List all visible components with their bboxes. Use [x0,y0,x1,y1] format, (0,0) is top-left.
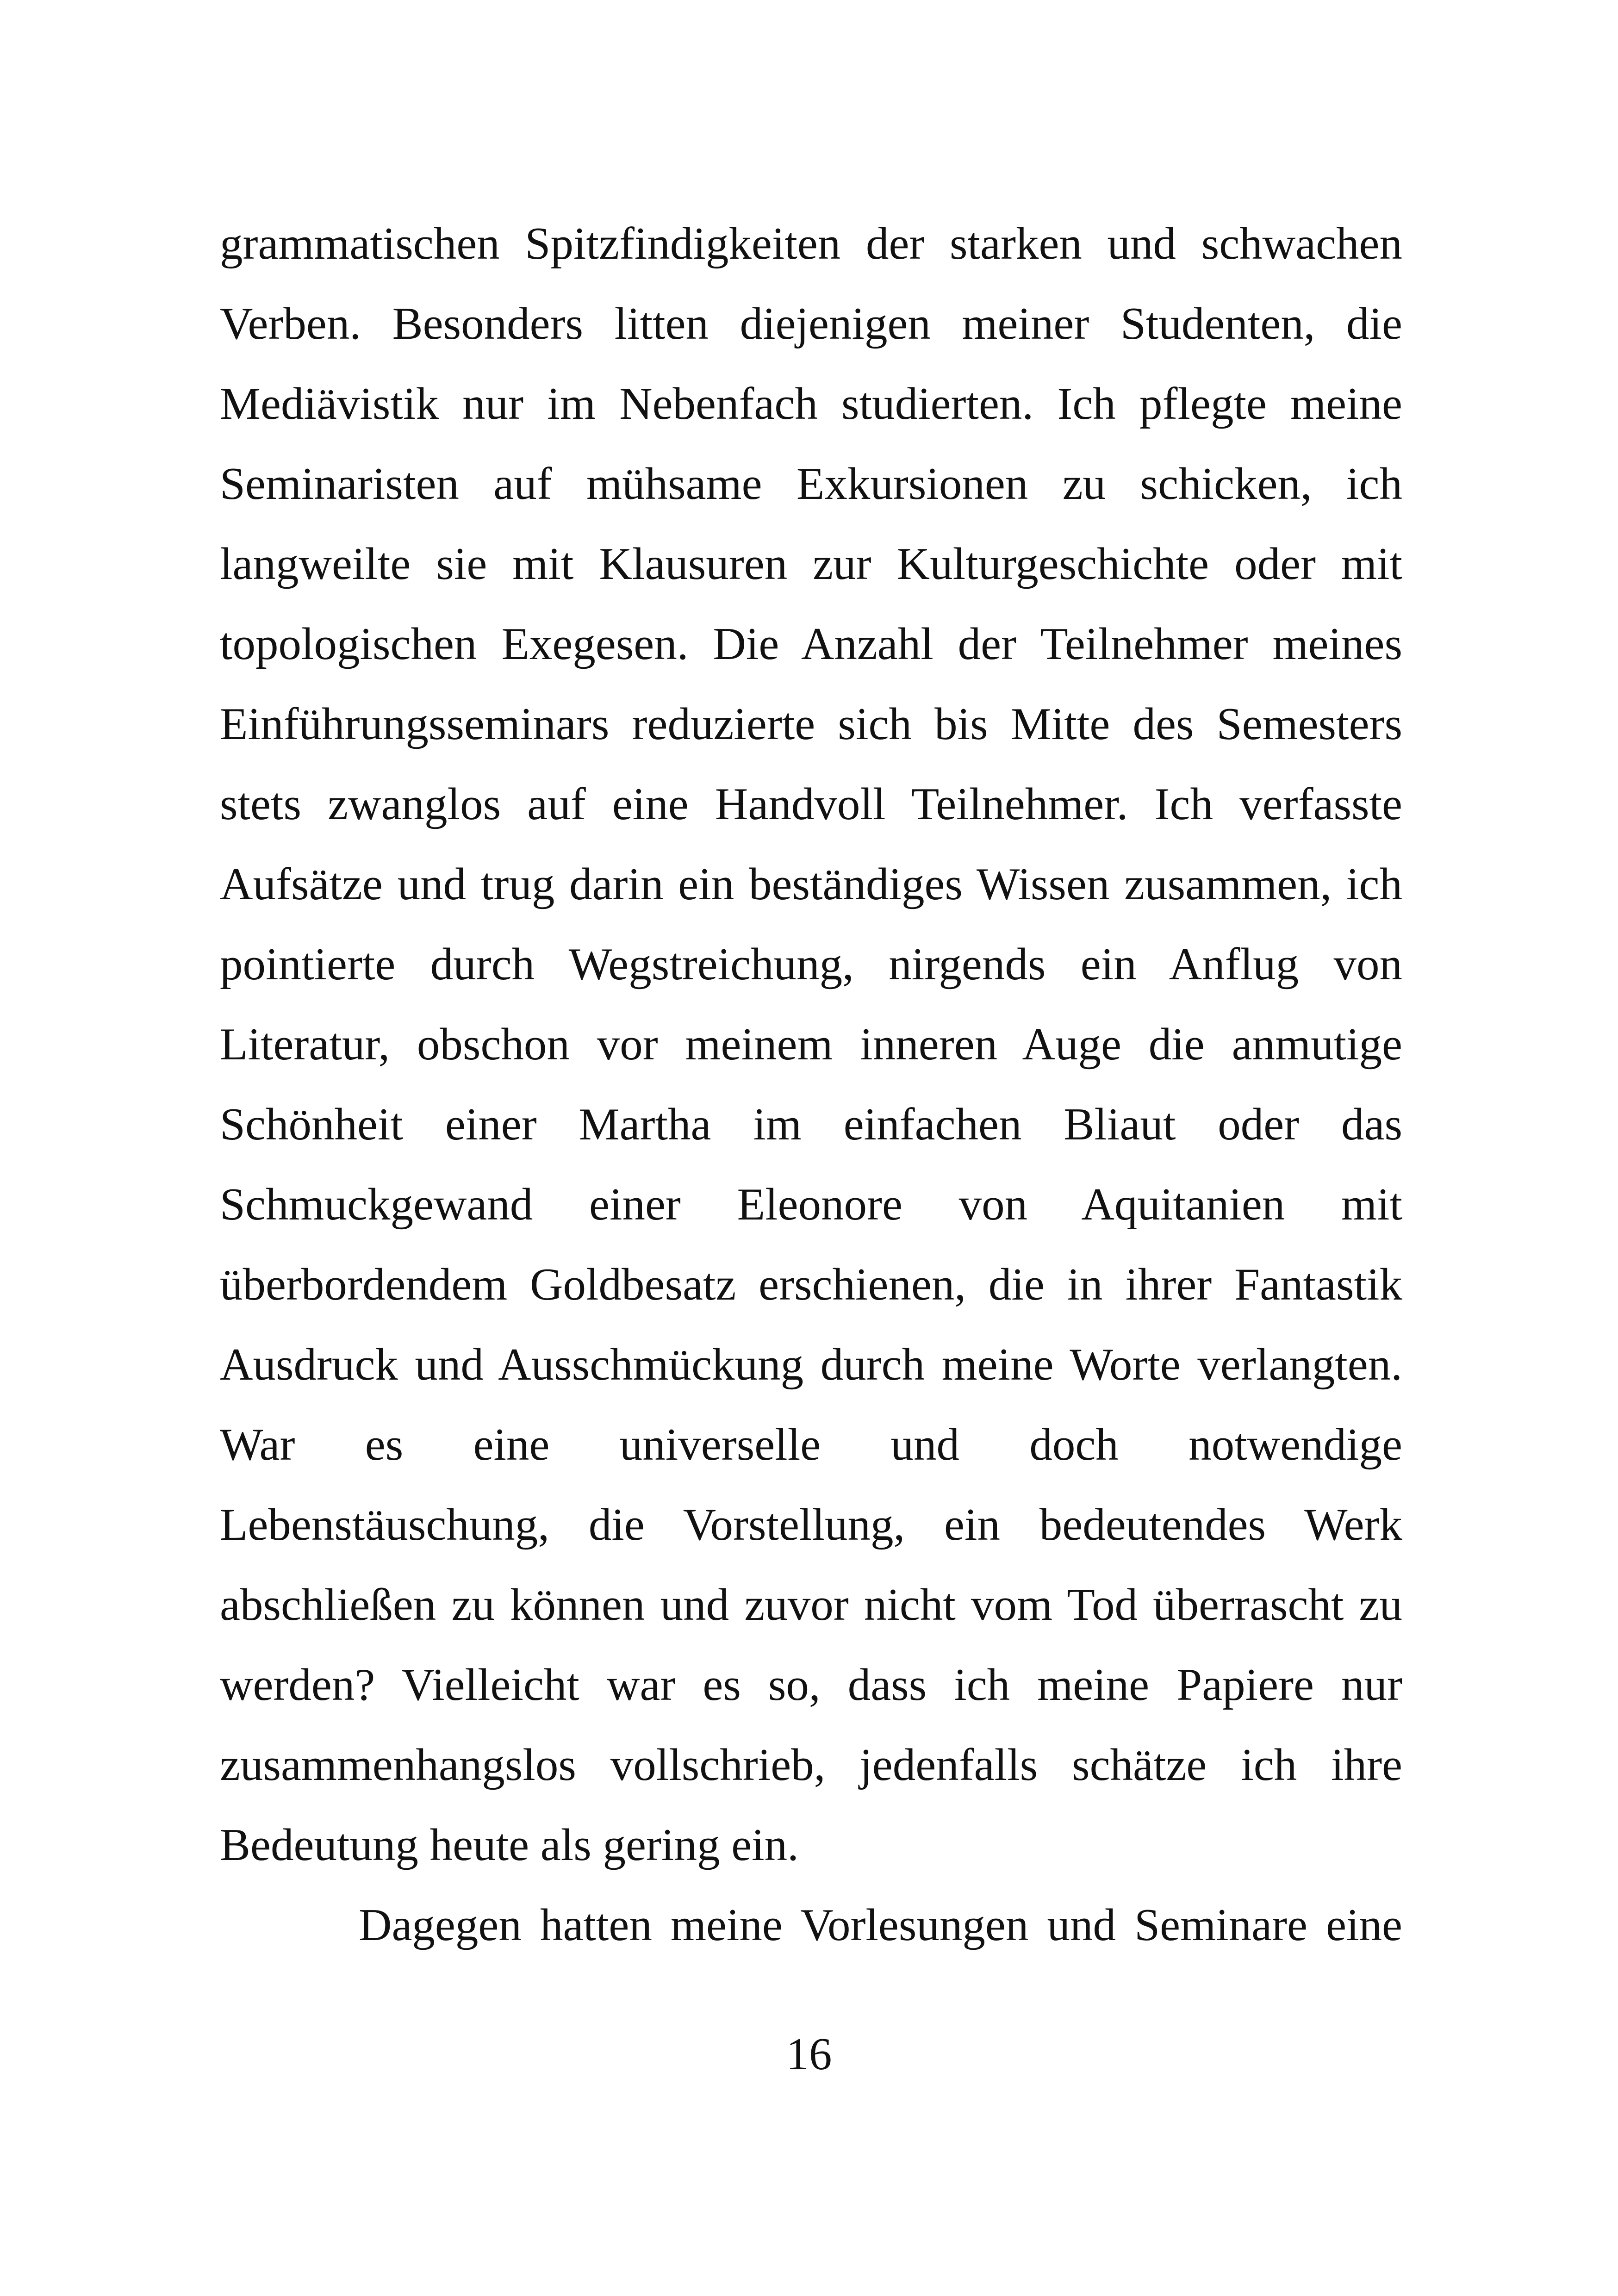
text-line: Seminaristen auf mühsame Exkursionen zu schicken, ich [220,459,1402,509]
paragraph-last-line: Bedeutung heute als gering ein. [220,1820,799,1870]
text-line: Schönheit einer Martha im einfachen Bliaut oder das [220,1099,1402,1150]
text-line: langweilte sie mit Klausuren zur Kulturgeschichte oder mit [220,539,1402,589]
text-line: Lebenstäuschung, die Vorstellung, ein bedeutendes Werk [220,1500,1402,1550]
text-line: Mediävistik nur im Nebenfach studierten. Ich pflegte meine [220,379,1402,429]
text-line: topologischen Exegesen. Die Anzahl der Teilnehmer meines [220,619,1402,669]
text-line: abschließen zu können und zuvor nicht vom Tod überrascht zu [220,1580,1402,1630]
paragraph-first-line: Dagegen hatten meine Vorlesungen und Seminare eine [359,1900,1402,1950]
text-line: zusammenhangslos vollschrieb, jedenfalls schätze ich ihre [220,1740,1402,1790]
text-line: grammatischen Spitzfindigkeiten der starken und schwachen [220,218,1402,269]
text-line: Schmuckgewand einer Eleonore von Aquitanien mit [220,1179,1402,1230]
text-line: Einführungsseminars reduzierte sich bis Mitte des Semesters [220,699,1402,749]
text-line: Ausdruck und Ausschmückung durch meine Worte verlangten. [220,1339,1402,1390]
text-line: Verben. Besonders litten diejenigen meiner Studenten, die [220,299,1402,349]
text-line: überbordendem Goldbesatz erschienen, die in ihrer Fantastik [220,1259,1402,1310]
text-line: Literatur, obschon vor meinem inneren Auge die anmutige [220,1019,1402,1070]
text-line: pointierte durch Wegstreichung, nirgends ein Anflug von [220,939,1402,989]
text-line: werden? Vielleicht war es so, dass ich meine Papiere nur [220,1660,1402,1710]
text-line: War es eine universelle und doch notwendige [220,1419,1402,1470]
text-line: stets zwanglos auf eine Handvoll Teilnehmer. Ich verfasste [220,779,1402,829]
text-line: Aufsätze und trug darin ein beständiges Wissen zusammen, ich [220,859,1402,909]
body-text [220,204,1402,1965]
page-number: 16 [786,2029,832,2079]
